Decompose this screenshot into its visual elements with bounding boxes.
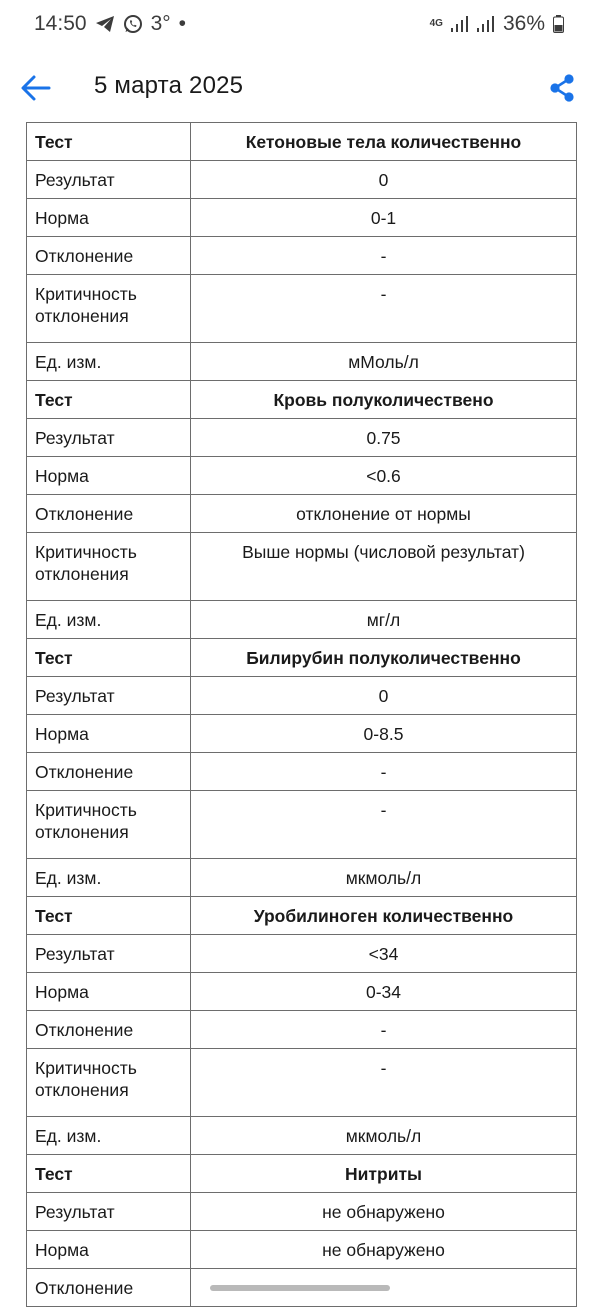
table-row [27, 859, 577, 897]
row-label: Тест [27, 639, 191, 677]
row-value: Кровь полуколичествено [191, 381, 577, 419]
table-row [27, 1117, 577, 1155]
whatsapp-icon [123, 14, 143, 34]
table-row [27, 715, 577, 753]
table-row [27, 457, 577, 495]
table-row [27, 935, 577, 973]
row-value: Кетоновые тела количественно [191, 123, 577, 161]
share-button[interactable] [546, 71, 578, 105]
telegram-icon [95, 15, 115, 33]
table-row [27, 533, 577, 601]
back-button[interactable] [18, 70, 54, 106]
row-value: - [191, 237, 577, 275]
signal-icon-2 [477, 16, 495, 32]
row-label: Результат [27, 677, 191, 715]
row-value: 0-8.5 [191, 715, 577, 753]
table-row [27, 973, 577, 1011]
status-right [430, 12, 564, 36]
table-row [27, 199, 577, 237]
row-label: Ед. изм. [27, 601, 191, 639]
row-label: Норма [27, 1231, 191, 1269]
results-table [26, 122, 577, 1307]
row-value: Выше нормы (числовой результат) [191, 533, 577, 601]
table-row [27, 161, 577, 199]
status-dot: • [178, 12, 186, 35]
row-value: - [191, 753, 577, 791]
table-row [27, 753, 577, 791]
row-label: Норма [27, 457, 191, 495]
row-label: Результат [27, 1193, 191, 1231]
table-row [27, 123, 577, 161]
row-label: Тест [27, 1155, 191, 1193]
row-value: не обнаружено [191, 1231, 577, 1269]
table-row [27, 275, 577, 343]
row-label: Отклонение [27, 1011, 191, 1049]
row-value: мкмоль/л [191, 859, 577, 897]
row-label: Норма [27, 973, 191, 1011]
share-icon [548, 73, 576, 103]
battery-percent: 36% [502, 12, 545, 35]
row-label: Результат [27, 935, 191, 973]
row-value: - [191, 1049, 577, 1117]
home-indicator[interactable] [210, 1285, 390, 1291]
row-value: - [191, 275, 577, 343]
row-label: Тест [27, 897, 191, 935]
table-row [27, 495, 577, 533]
table-row [27, 897, 577, 935]
row-value: - [191, 1011, 577, 1049]
row-value: <0.6 [191, 457, 577, 495]
table-row [27, 381, 577, 419]
page-title: 5 марта 2025 [94, 72, 244, 99]
row-value: мкмоль/л [191, 1117, 577, 1155]
results-table-viewport[interactable] [0, 130, 600, 1298]
table-row [27, 1193, 577, 1231]
row-value: мг/л [191, 601, 577, 639]
table-row [27, 1231, 577, 1269]
row-value: мМоль/л [191, 343, 577, 381]
app-bar [0, 58, 600, 120]
row-value: 0-1 [191, 199, 577, 237]
row-value: - [191, 791, 577, 859]
row-label: Результат [27, 419, 191, 457]
row-label: Ед. изм. [27, 1117, 191, 1155]
row-label: Результат [27, 161, 191, 199]
row-label: Отклонение [27, 495, 191, 533]
table-row [27, 1155, 577, 1193]
row-label: Критичность отклонения [27, 275, 191, 343]
row-value: 0.75 [191, 419, 577, 457]
signal-icon [451, 16, 469, 32]
row-value: Уробилиноген количественно [191, 897, 577, 935]
row-value: <34 [191, 935, 577, 973]
row-label: Критичность отклонения [27, 1049, 191, 1117]
row-value: Нитриты [191, 1155, 577, 1193]
battery-icon [553, 15, 564, 33]
row-label: Отклонение [27, 237, 191, 275]
row-label: Тест [27, 381, 191, 419]
arrow-left-icon [21, 75, 51, 101]
table-row [27, 791, 577, 859]
network-type: 4G [429, 18, 443, 29]
status-temperature: 3° [150, 12, 171, 35]
table-row [27, 601, 577, 639]
table-row [27, 343, 577, 381]
row-value: отклонение от нормы [191, 495, 577, 533]
row-value: 0 [191, 161, 577, 199]
results-table-body [27, 123, 577, 1307]
table-row [27, 639, 577, 677]
row-value: Билирубин полуколичественно [191, 639, 577, 677]
status-bar [0, 0, 600, 48]
row-value: не обнаружено [191, 1193, 577, 1231]
table-row [27, 1049, 577, 1117]
row-label: Тест [27, 123, 191, 161]
status-left [34, 12, 186, 36]
table-row [27, 677, 577, 715]
row-label: Критичность отклонения [27, 791, 191, 859]
row-label: Норма [27, 199, 191, 237]
row-label: Отклонение [27, 753, 191, 791]
table-row [27, 237, 577, 275]
table-row [27, 1011, 577, 1049]
status-time: 14:50 [34, 12, 87, 35]
row-label: Ед. изм. [27, 859, 191, 897]
row-value: 0-34 [191, 973, 577, 1011]
row-value: 0 [191, 677, 577, 715]
row-label: Ед. изм. [27, 343, 191, 381]
table-row [27, 419, 577, 457]
row-label: Отклонение [27, 1269, 191, 1307]
row-label: Норма [27, 715, 191, 753]
row-label: Критичность отклонения [27, 533, 191, 601]
